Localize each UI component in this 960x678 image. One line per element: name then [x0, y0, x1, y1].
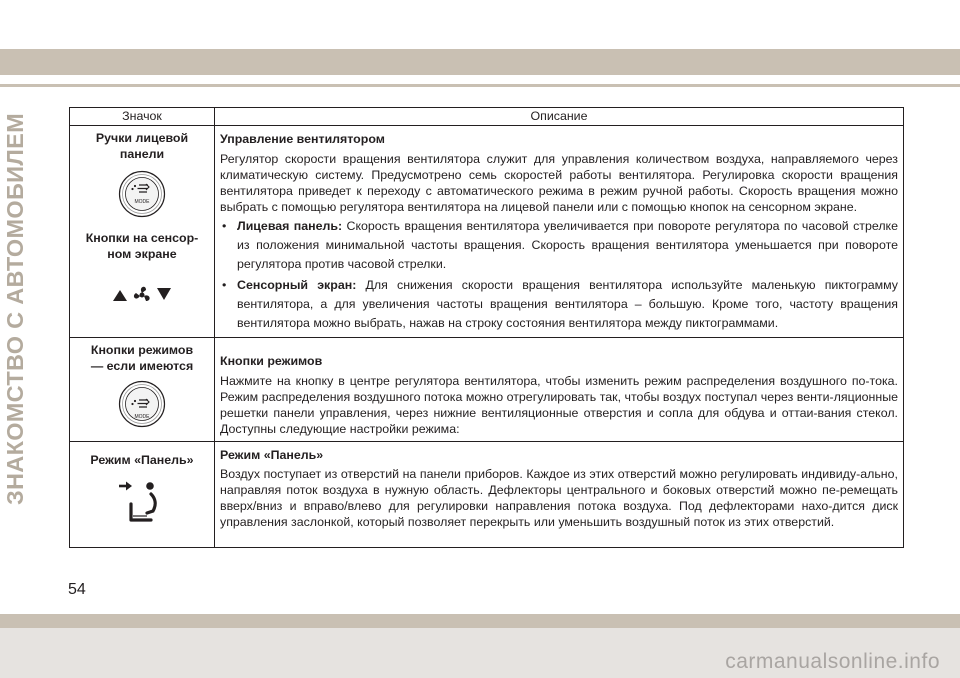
icon-cell: [70, 126, 215, 338]
controls-table: [69, 107, 904, 548]
watermark: carmanualsonline.info: [725, 650, 940, 673]
page-number: 54: [68, 581, 86, 598]
row-paragraph: Нажмите на кнопку в центре регулятора вентилятора, чтобы изменить режим распределения воздушного по-тока. Режим распределения воздушного потока можно отрегулировать так, чтобы воздух поступал через венти-ляционные решетки панели управления, через нижние вентиляционные отверстия и сопла для обдува и оттаи-вания стекол. Доступны следующие настройки режима:: [220, 374, 898, 436]
bullet-text: Для снижения скорости вращения вентилятора используйте маленькую пиктограмму вентилятора, а для увеличения частоты вращения вентилятора – большую. Кроме того, частоту вращения вентилятора можно выбрать, нажав на строку состояния вентилятора между пиктограммами.: [237, 278, 898, 330]
list-item: [220, 276, 898, 333]
section-side-title: ЗНАКОМСТВО С АВТОМОБИЛЕМ: [2, 113, 28, 505]
panel-mode-seat-icon: [117, 480, 167, 526]
bullet-list: [220, 217, 898, 333]
icon-label-faceplate: Ручки лицевой панели: [95, 131, 189, 161]
bullet-mark: •: [222, 219, 227, 233]
bullet-label: Лицевая панель:: [237, 219, 343, 233]
table-header-row: [70, 108, 904, 126]
header-rule: [0, 84, 960, 87]
bullet-mark: •: [222, 278, 227, 292]
icon-cell: [70, 338, 215, 442]
fan-speed-arrows-icon: [112, 280, 172, 306]
knob-caption: MODE: [134, 414, 150, 420]
table-row: [70, 338, 904, 442]
description-cell: [215, 442, 904, 548]
list-item: [220, 217, 898, 274]
table-row: [70, 126, 904, 338]
icon-label-touchscreen: Кнопки на сенсор-ном экране: [85, 231, 199, 261]
row-paragraph: Воздух поступает из отверстий на панели приборов. Каждое из этих отверстий можно регулировать индивиду-ально, направляя поток воздуха в нужную область. Дефлекторы центрального и боковых отверстий можно пе-ремещать вверх/вниз и вправо/влево для регулировки направления потока воздуха. Под дефлекторами нахо-дится диск управления заслонкой, который позволяет перекрыть или уменьшить воздушный поток из этих отверстий.: [220, 467, 898, 529]
table-row: [70, 442, 904, 548]
row-title: Режим «Панель»: [220, 448, 324, 462]
header-band: [0, 49, 960, 75]
icon-cell: [70, 442, 215, 548]
row-paragraph: Регулятор скорости вращения вентилятора служит для управления количеством воздуха, направляемого через климатическую систему. Предусмотрено семь скоростей работы вентилятора. Регулировка скорости вращения вентилятора приведет к переходу с автоматического режима в режим ручной работы. Скорость вращения можно выбрать с помощью регулятора вентилятора на лицевой панели или с помощью кнопок на сенсорном экране.: [220, 152, 898, 214]
row-title: Управление вентилятором: [220, 132, 385, 146]
row-title: Кнопки режимов: [220, 354, 323, 368]
fan-knob-mode-icon: [118, 170, 166, 218]
header-description: Описание: [215, 108, 904, 126]
mode-knob-icon: [118, 380, 166, 428]
icon-label-panel-mode: Режим «Панель»: [90, 453, 194, 467]
icon-label-mode-buttons: Кнопки режимов — если имеются: [90, 343, 194, 373]
footer-band: [0, 614, 960, 628]
bullet-text: Скорость вращения вентилятора увеличивается при повороте регулятора по часовой стрелке из положения минимальной частоты вращения. Скорость вращения вентилятора уменьшается при повороте регулятора против часовой стрелки.: [237, 219, 898, 271]
description-cell: [215, 126, 904, 338]
description-cell: [215, 338, 904, 442]
bullet-label: Сенсорный экран:: [237, 278, 357, 292]
header-icon: Значок: [70, 108, 215, 126]
knob-caption: MODE: [134, 199, 150, 205]
